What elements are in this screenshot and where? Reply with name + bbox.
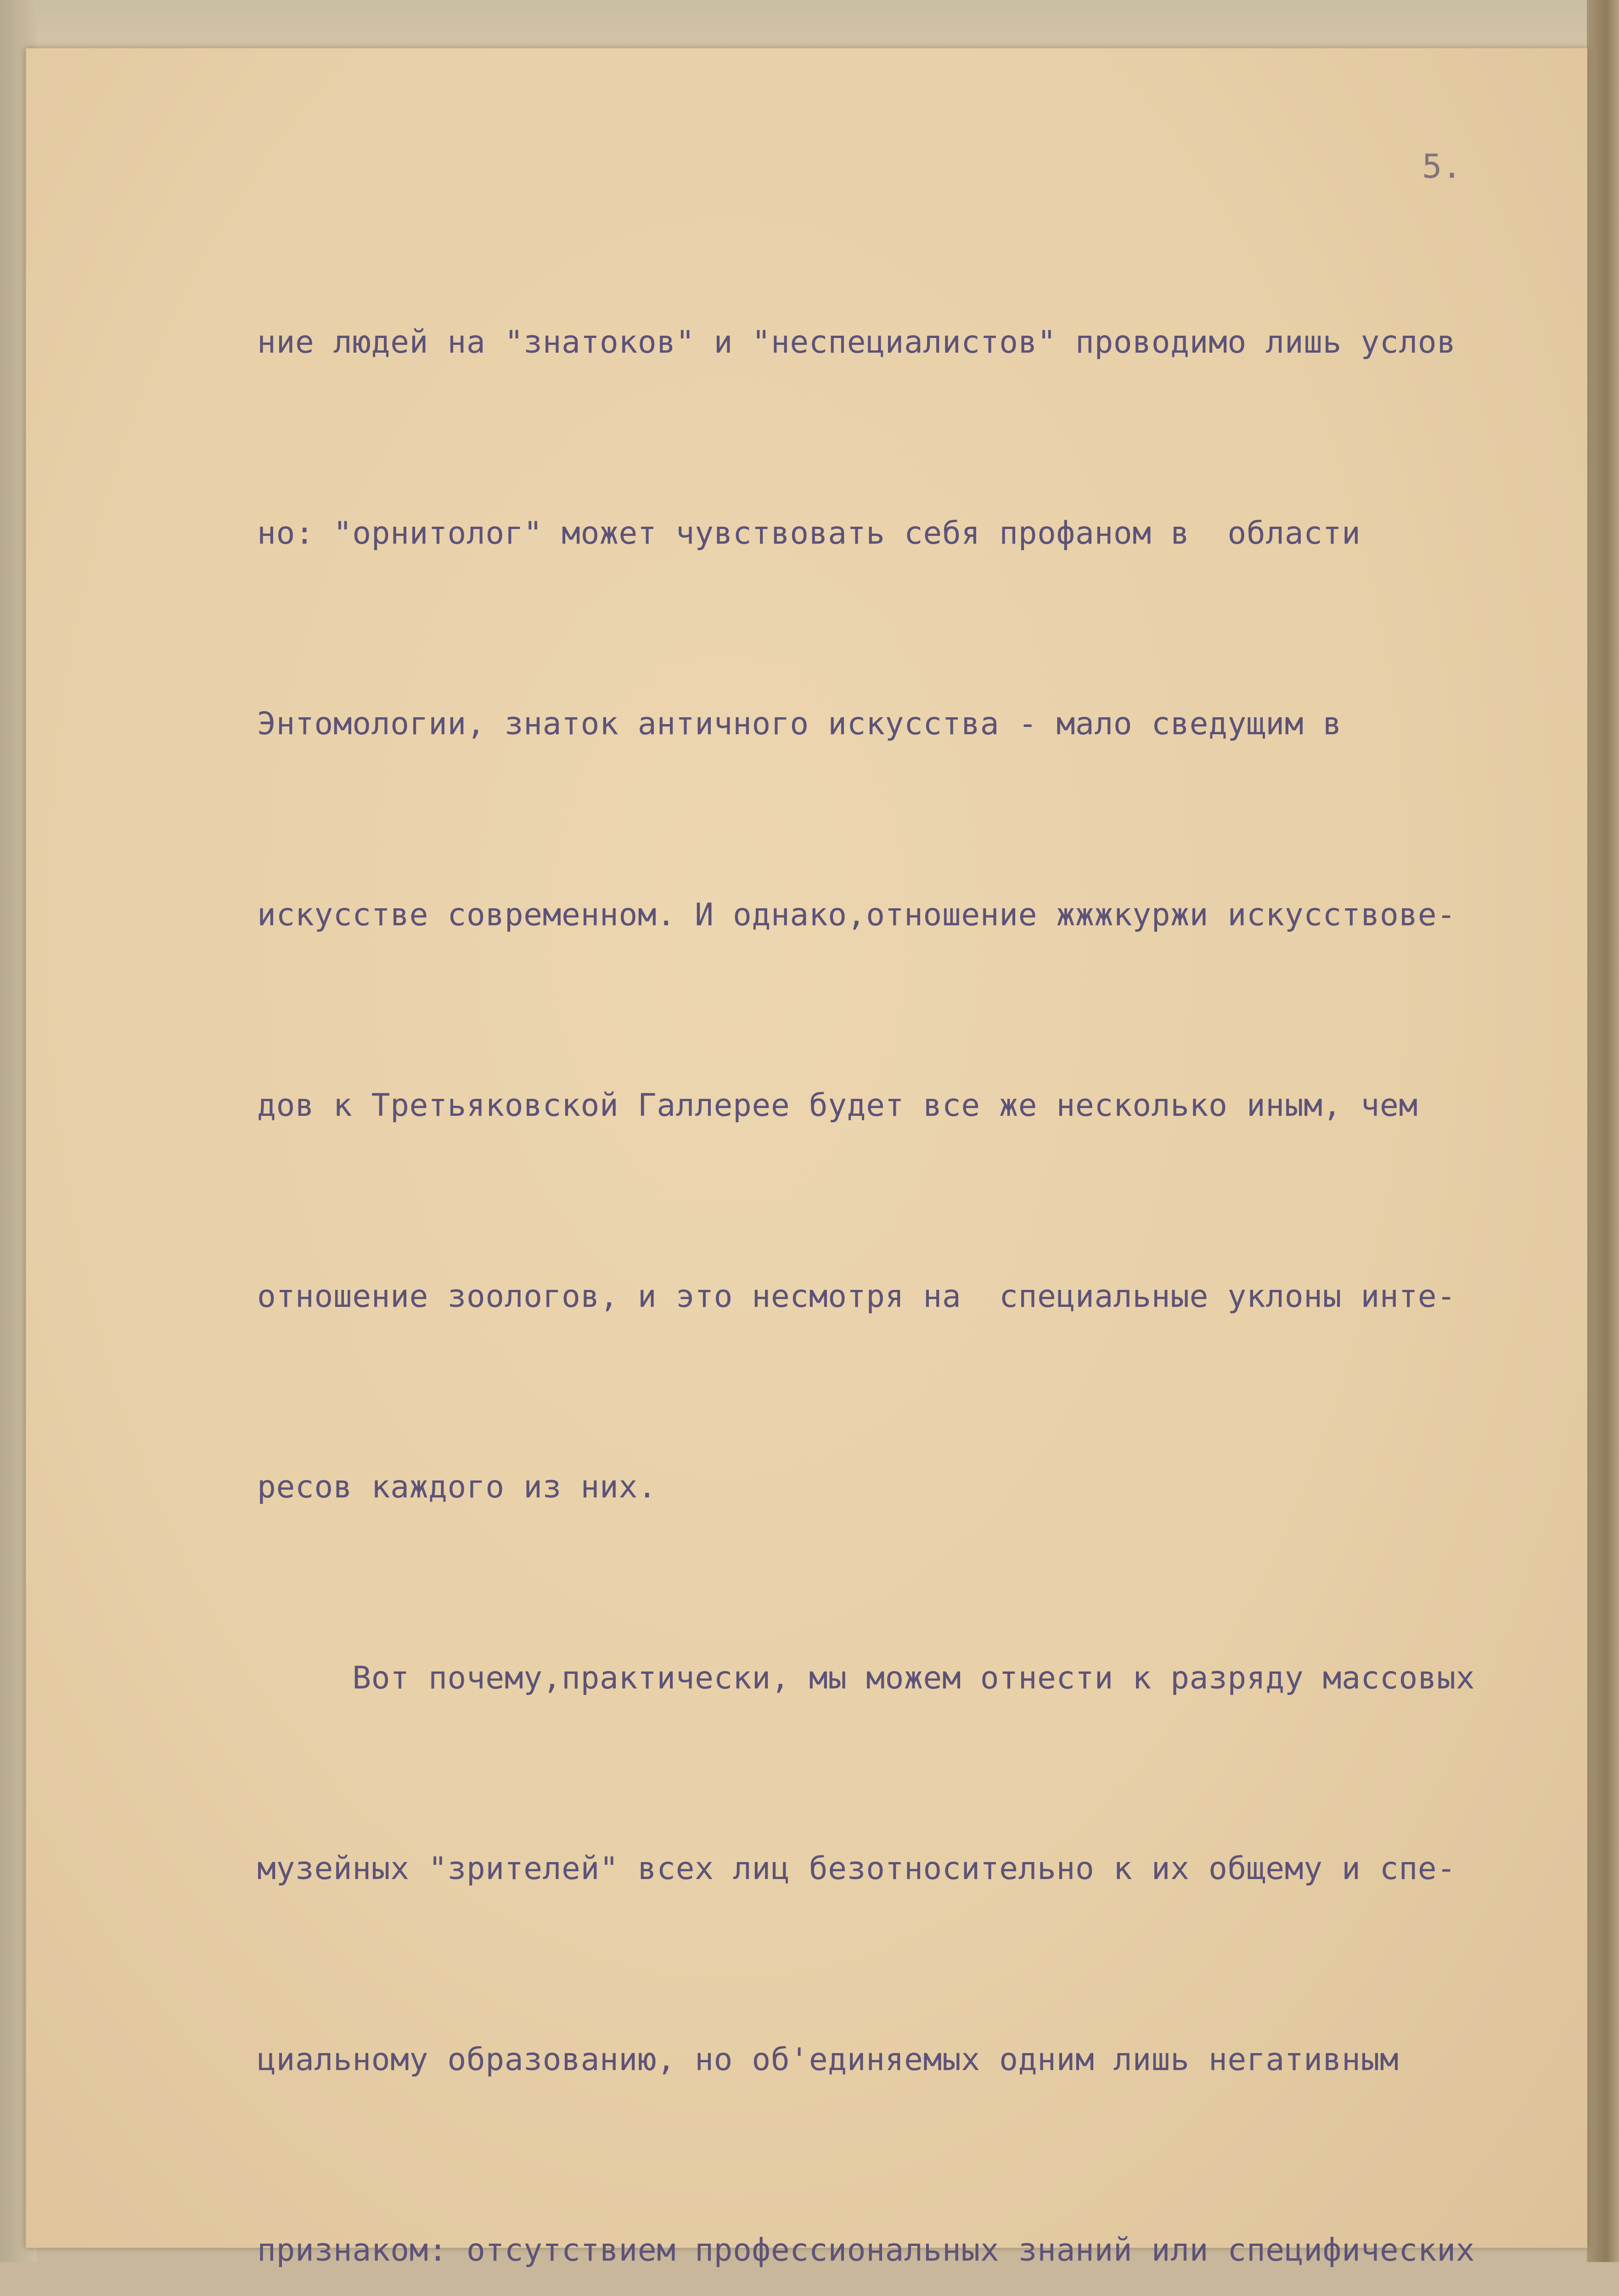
scan-background-top — [0, 0, 1619, 51]
text-line: ние людей на "знатоков" и "неспециалистов" проводимо лишь услов — [257, 324, 1456, 360]
text-line: отношение зоологов, и это несмотря на специальные уклоны инте- — [257, 1278, 1456, 1315]
text-line: признаком: отсутствием профессиональных знаний или специфических — [257, 2232, 1475, 2268]
text-line: музейных "зрителей" всех лиц безотносительно к их общему и спе- — [257, 1851, 1456, 1887]
text-line: Энтомологии, знаток античного искусства - мало сведущим в — [257, 706, 1342, 742]
page-number: 5. — [1422, 147, 1462, 186]
text-line: Вот почему,практически, мы можем отнести к разряду массовых — [257, 1660, 1475, 1696]
adjacent-page-edge — [1587, 0, 1619, 2262]
text-line: искусстве современном. И однако,отношение жжжкуржи искусствове- — [257, 896, 1456, 933]
text-line: циальному образованию, но об'единяемых одним лишь негативным — [257, 2041, 1399, 2078]
text-line: но: "орнитолог" может чувствовать себя профаном в области — [257, 515, 1361, 551]
text-line: ресов каждого из них. — [257, 1469, 657, 1505]
document-body — [257, 184, 1589, 2296]
text-line: дов к Третьяковской Галлерее будет все же несколько иным, чем — [257, 1087, 1418, 1124]
